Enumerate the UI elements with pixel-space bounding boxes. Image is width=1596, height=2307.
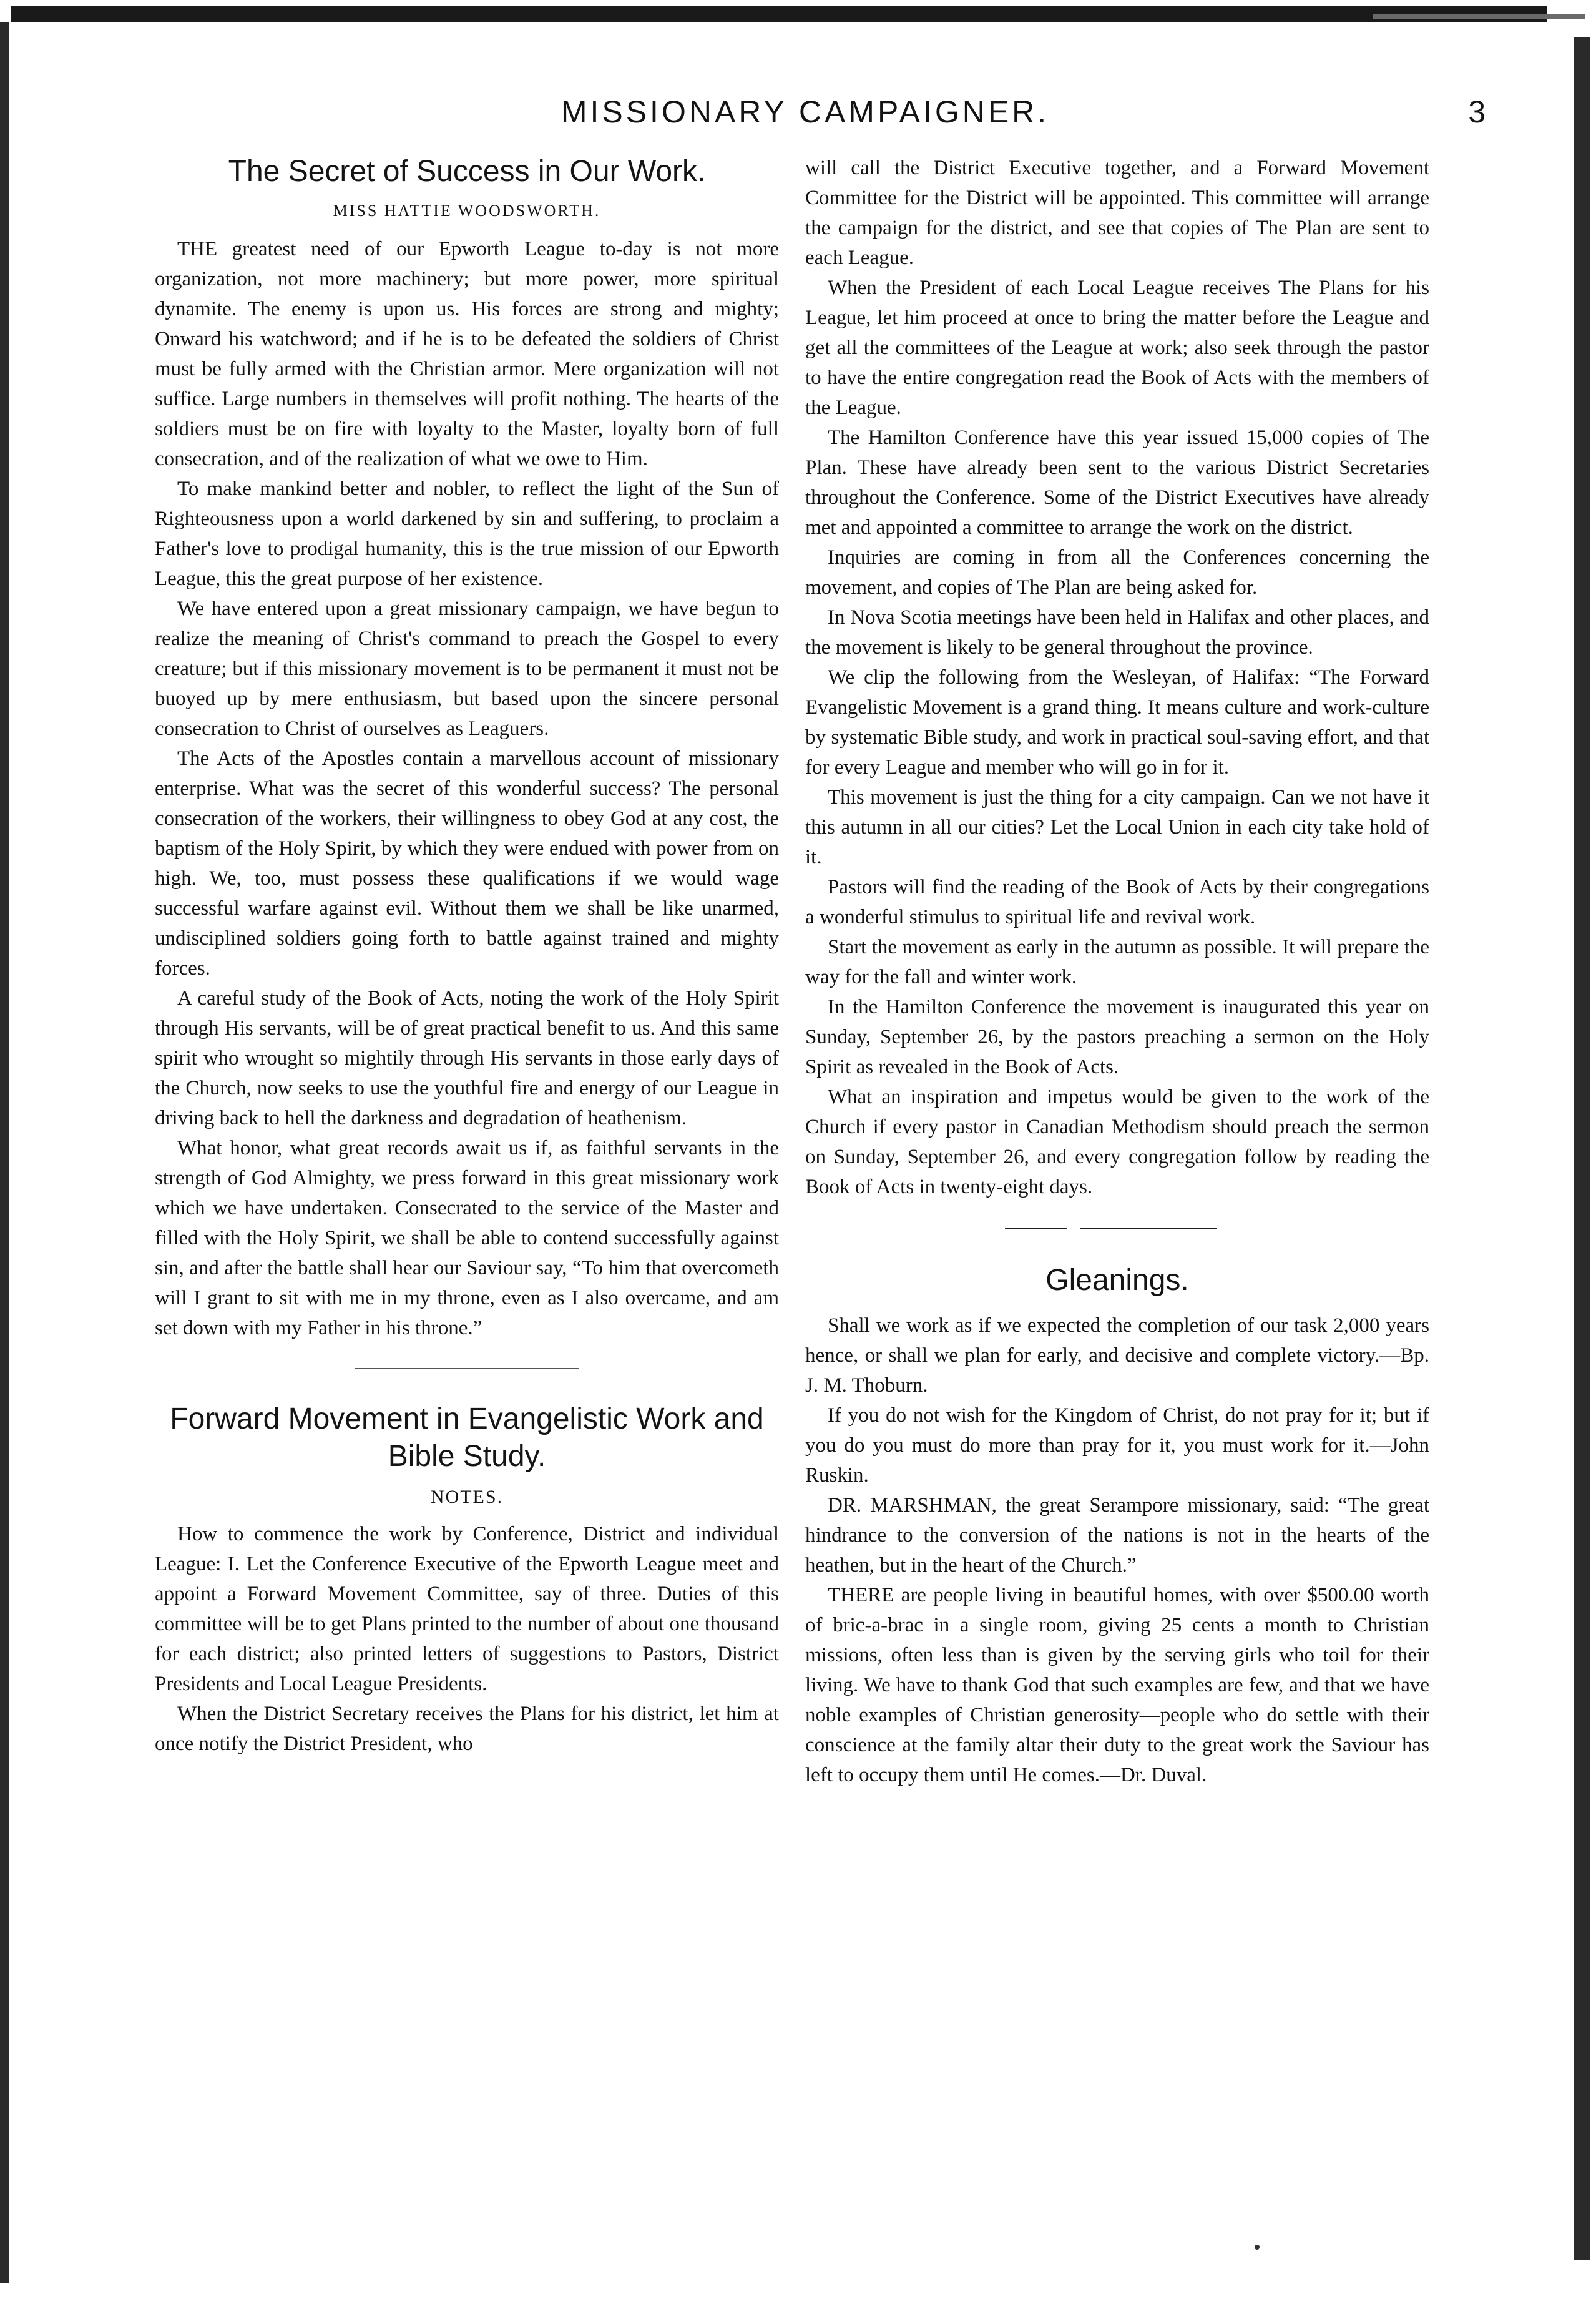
gleaning-paragraph: If you do not wish for the Kingdom of Christ, do not pray for it; but if you do you must do more than pray for it, you must work for it.—John Ruskin.	[805, 1404, 1429, 1487]
article-paragraph: We have entered upon a great missionary campaign, we have begun to realize the meaning of Christ's command to preach the Gospel to every creature; but if this missionary movement is to be permanent it must not be buoyed up by mere enthusiasm, but based upon the sincere personal consecration to Christ of ourselves as Leaguers.	[155, 598, 779, 740]
article-paragraph: To make mankind better and nobler, to reflect the light of the Sun of Righteousness upon a world darkened by sin and suffering, to proclaim a Father's love to prodigal humanity, this is the true mission of our Epworth League, this the great purpose of her existence.	[155, 478, 779, 590]
article-paragraph: What an inspiration and impetus would be given to the work of the Church if every pastor in Canadian Methodism should preach the sermon on Sunday, September 26, and every congregation follow by reading the Book of Acts in twenty-eight days.	[805, 1086, 1429, 1198]
article-paragraph: How to commence the work by Conference, District and individual League: I. Let the Conference Executive of the Epworth League meet and appoint a Forward Movement Committee, say of three. Duties of this committee will be to get Plans printed to the number of about one thousand for each district; also printed letters of suggestions to Pastors, District Presidents and Local League Presidents.	[155, 1523, 779, 1695]
page-number: 3	[1468, 94, 1486, 129]
gleanings-title: Gleanings.	[1045, 1264, 1189, 1297]
article-paragraph: This movement is just the thing for a city campaign. Can we not have it this autumn in all our cities? Let the Local Union in each city take hold of it.	[805, 786, 1429, 868]
article-byline: MISS HATTIE WOODSWORTH.	[333, 202, 601, 220]
section-divider	[805, 1227, 1429, 1231]
article-paragraph: We clip the following from the Wesleyan, of Halifax: “The Forward Evangelistic Movement is a grand thing. It means culture and work-culture by systematic Bible study, and work in practical soul-saving effort, and that for every League and member who will go in for it.	[805, 666, 1429, 779]
article-paragraph: will call the District Executive together, and a Forward Movement Committee for the District will be appointed. This committee will arrange the campaign for the district, and see that copies of The Plan are sent to each League.	[805, 157, 1429, 269]
gleaning-paragraph: Shall we work as if we expected the completion of our task 2,000 years hence, or shall we plan for early, and decisive and complete victory.—Bp. J. M. Thoburn.	[805, 1314, 1429, 1397]
right-column	[805, 153, 1429, 1790]
top-border-rule	[11, 6, 1547, 22]
section-divider	[355, 1368, 579, 1369]
article-paragraph: The Hamilton Conference have this year issued 15,000 copies of The Plan. These have already been sent to the various District Secretaries throughout the Conference. Some of the District Executives have already met and appointed a committee to arrange the work on the district.	[805, 426, 1429, 539]
article-paragraph: What honor, what great records await us if, as faithful servants in the strength of God Almighty, we press forward in this great missionary work which we have undertaken. Consecrated to the service of the Master and filled with the Holy Spirit, we shall be able to contend successfully against sin, and after the battle shall hear our Saviour say, “To him that overcometh will I grant to sit with me in my throne, even as I also overcame, and am set down with my Father in his throne.”	[155, 1137, 779, 1339]
stray-ink-dot	[1255, 2245, 1260, 2250]
article-paragraph: When the President of each Local League receives The Plans for his League, let him proceed at once to bring the matter before the League and get all the committees of the League at work; also seek through the pastor to have the entire congregation read the Book of Acts with the members of the League.	[805, 277, 1429, 419]
article-paragraph: In Nova Scotia meetings have been held in Halifax and other places, and the movement is likely to be general throughout the province.	[805, 606, 1429, 659]
article-paragraph: When the District Secretary receives the Plans for his district, let him at once notify the District President, who	[155, 1703, 779, 1755]
article-paragraph: In the Hamilton Conference the movement is inaugurated this year on Sunday, September 26, by the pastors preaching a sermon on the Holy Spirit as revealed in the Book of Acts.	[805, 996, 1429, 1078]
article-paragraph: THE greatest need of our Epworth League to-day is not more organization, not more machinery; but more power, more spiritual dynamite. The enemy is upon us. His forces are strong and mighty; Onward his watchword; and if he is to be defeated the soldiers of Christ must be fully armed with the Christian armor. Mere organization will not suffice. Large numbers in themselves will profit nothing. The hearts of the soldiers must be on fire with loyalty to the Master, loyalty born of full consecration, and of the realization of what we owe to Him.	[155, 238, 779, 470]
article-paragraph: Pastors will find the reading of the Book of Acts by their congregations a wonderful stimulus to spiritual life and revival work.	[805, 876, 1429, 928]
article-paragraph: Start the movement as early in the autumn as possible. It will prepare the way for the fall and winter work.	[805, 936, 1429, 988]
article-subhead-notes: NOTES.	[430, 1487, 504, 1507]
article-paragraph: A careful study of the Book of Acts, noting the work of the Holy Spirit through His servants, will be of great practical benefit to us. And this same spirit who wrought so mightily through His servants in those early days of the Church, now seeks to use the youthful fire and energy of our League in driving back to hell the darkness and degradation of heathenism.	[155, 987, 779, 1129]
gleaning-paragraph: THERE are people living in beautiful homes, with over $500.00 worth of bric-a-brac in a single room, giving 25 cents a month to Christian missions, often less than is given by the serving girls who toil for their living. We have to thank God that such examples are few, and that we have noble examples of Christian generosity—people who do settle with their conscience at the family altar their duty to the great work the Saviour has left to occupy them until He comes.—Dr. Duval.	[805, 1584, 1429, 1786]
gleaning-paragraph: DR. MARSHMAN, the great Serampore missionary, said: “The great hindrance to the conversion of the nations is not in the hearts of the heathen, but in the heart of the Church.”	[805, 1494, 1429, 1577]
article-title-secret-of-success: The Secret of Success in Our Work.	[228, 155, 706, 188]
top-border-fade	[1373, 14, 1585, 19]
left-column	[155, 153, 779, 1759]
article-paragraph: The Acts of the Apostles contain a marvellous account of missionary enterprise. What was the secret of this wonderful success? The personal consecration of the workers, their willingness to obey God at any cost, the baptism of the Holy Spirit, by which they were endued with power from on high. We, too, must possess these qualifications if we would wage successful warfare against evil. Without them we shall be like unarmed, undisciplined soldiers going forth to battle against trained and mighty forces.	[155, 747, 779, 980]
right-page-edge	[1574, 37, 1590, 2260]
left-page-edge	[0, 22, 9, 2283]
divider-segment	[1080, 1228, 1217, 1229]
running-header-title: MISSIONARY CAMPAIGNER.	[561, 94, 1050, 129]
article-title-forward-movement: Forward Movement in Evangelistic Work and Bible Study.	[170, 1402, 764, 1473]
article-paragraph: Inquiries are coming in from all the Conferences concerning the movement, and copies of The Plan are being asked for.	[805, 546, 1429, 599]
divider-segment	[1005, 1228, 1067, 1229]
